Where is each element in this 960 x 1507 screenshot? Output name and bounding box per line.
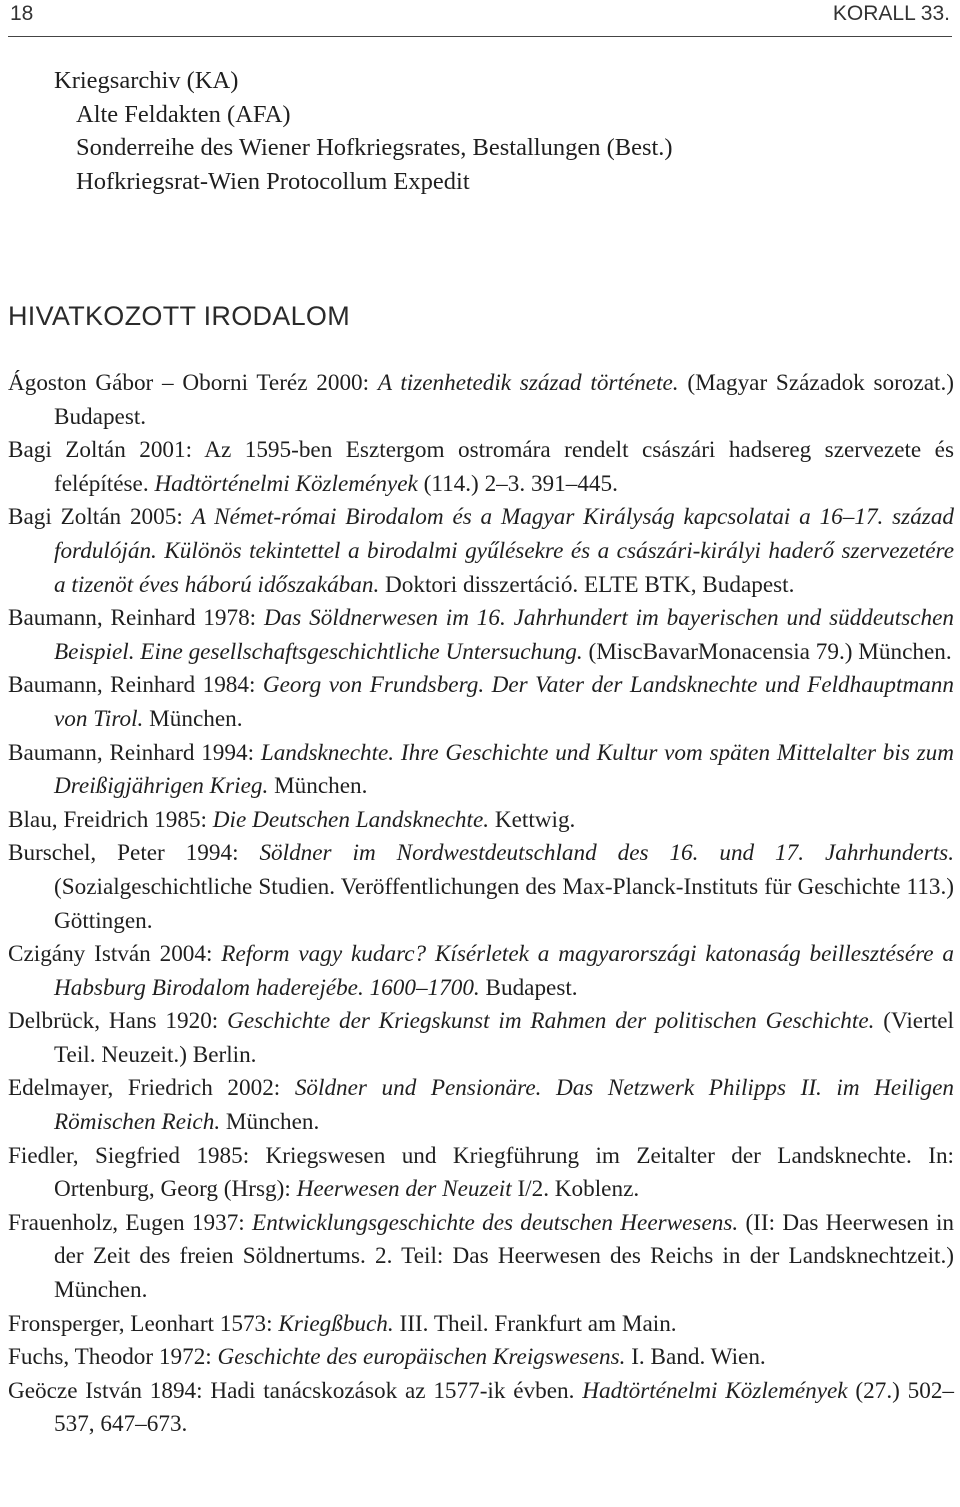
ref-author-year: Baumann, Reinhard 1978: [8,605,264,632]
reference-entry [8,434,954,501]
reference-entry [8,804,954,838]
ref-title: Geschichte des europäischen Kreigswesens. [217,1344,626,1371]
ref-title: Kriegßbuch. [278,1310,394,1337]
reference-entry [8,602,954,669]
reference-entry [8,1005,954,1072]
ref-title: Die Deutschen Landsknechte. [212,806,490,833]
ref-publication: I/2. Koblenz. [511,1176,640,1203]
ref-publication: Budapest. [479,974,578,1001]
ref-author-year: Fiedler, Siegfried 1985: Kriegswesen und Kriegführung im Zeitalter der Landsknechte. In: Ortenburg, Georg (Hrsg): [8,1142,954,1203]
ref-publication: (II: Das Heerwesen in der Zeit des freien Söldnertums. 2. Teil: Das Heerwesen des Reichs in der Landsknechtzeit.) München. [54,1209,955,1304]
reference-entry [8,1072,954,1139]
ref-author-year: Bagi Zoltán 2001: Az 1595-ben Esztergom ostromára rendelt császári hadsereg szervezete és felépítése. [8,437,954,497]
reference-entry [8,367,954,434]
ref-publication: Doktori disszertáció. ELTE BTK, Budapest. [379,571,795,598]
reference-entry [8,1207,954,1308]
ref-author-year: Ágoston Gábor – Oborni Teréz 2000: [8,370,378,396]
ref-publication: Kettwig. [489,806,576,833]
ref-author-year: Burschel, Peter 1994: [8,840,260,867]
ref-publication: (114.) 2–3. 391–445. [417,470,618,497]
ref-publication: (Magyar Századok sorozat.) Budapest. [54,370,954,430]
ref-author-year: Baumann, Reinhard 1984: [8,672,263,699]
ref-title: Landsknechte. Ihre Geschichte und Kultur vom späten Mittelalter bis zum Dreißigjährigen Krieg. [54,739,954,800]
reference-entry [8,1308,954,1342]
archive-line: Alte Feldakten (AFA) [76,100,291,128]
ref-author-year: Bagi Zoltán 2005: [8,504,192,531]
ref-author-year: Czigány István 2004: [8,941,222,968]
ref-publication: (Viertel Teil. Neuzeit.) Berlin. [54,1008,954,1068]
ref-title: A Német-római Birodalom és a Magyar Királyság kapcsolatai a 16–17. század fordulóján. Különös tekintettel a birodalmi gyűlésekre és a császári-királyi haderő szervezetére a tizenöt éves háború időszakában. [54,504,955,598]
archive-line: Kriegsarchiv (KA) [54,67,239,94]
reference-entry [8,1341,954,1375]
ref-author-year: Delbrück, Hans 1920: [8,1008,228,1035]
ref-publication: III. Theil. Frankfurt am Main. [393,1310,677,1337]
ref-author-year: Fuchs, Theodor 1972: [8,1344,218,1371]
ref-title: Heerwesen der Neuzeit [296,1176,512,1203]
ref-publication: (Sozialgeschichtliche Studien. Veröffentlichungen des Max-Planck-Instituts für Geschichte 113.) Göttingen. [54,873,954,934]
ref-title: Söldner im Nordwestdeutschland des 16. und 17. Jahrhunderts. [259,840,954,867]
ref-title: Söldner und Pensionäre. Das Netzwerk Philipps II. im Heiligen Römischen Reich. [54,1075,955,1136]
ref-title: Geschichte der Kriegskunst im Rahmen der politischen Geschichte. [227,1008,875,1035]
ref-author-year: Edelmayer, Friedrich 2002: [8,1075,295,1102]
reference-entry [8,737,954,804]
reference-entry [8,501,954,602]
ref-publication: München. [220,1109,320,1136]
archive-line: Sonderreihe des Wiener Hofkriegsrates, Bestallungen (Best.) [76,134,673,161]
archive-sources [54,64,673,198]
section-title: HIVATKOZOTT IRODALOM [8,301,351,331]
ref-title: Hadtörténelmi Közlemények [154,470,418,497]
ref-publication: München. [268,773,368,800]
ref-title: Hadtörténelmi Közlemények [582,1377,848,1404]
archive-line: Hofkriegsrat-Wien Protocollum Expedit [76,167,470,195]
ref-publication: (27.) 502–537, 647–673. [54,1377,955,1438]
ref-author-year: Baumann, Reinhard 1994: [8,739,261,766]
ref-publication: I. Band. Wien. [625,1344,766,1371]
ref-title: Georg von Frundsberg. Der Vater der Landsknechte und Feldhauptmann von Tirol. [54,672,954,732]
ref-title: Entwicklungsgeschichte des deutschen Heerwesens. [252,1209,739,1236]
ref-title: Reform vagy kudarc? Kísérletek a magyarországi katonaság beillesztésére a Habsburg Birodalom haderejébe. 1600–1700. [54,941,954,1001]
ref-publication: (MiscBavarMonacensia 79.) München. [582,638,952,665]
ref-publication: München. [143,705,243,732]
reference-entry [8,1375,954,1442]
ref-author-year: Geöcze István 1894: Hadi tanácskozások az 1577-ik évben. [8,1377,583,1404]
ref-author-year: Frauenholz, Eugen 1937: [8,1209,253,1236]
ref-author-year: Fronsperger, Leonhart 1573: [8,1310,279,1337]
ref-title: Das Söldnerwesen im 16. Jahrhundert im bayerischen und süddeutschen Beispiel. Eine gesellschaftsgeschichtliche Untersuchung. [54,605,954,665]
page-number: 18 [10,2,34,25]
running-title: KORALL 33. [832,2,950,25]
reference-list [8,367,954,1442]
reference-entry [8,938,954,1005]
ref-title: A tizenhetedik század története. [377,370,679,396]
reference-entry [8,837,954,938]
reference-entry [8,669,954,736]
page-header [8,0,952,37]
ref-author-year: Blau, Freidrich 1985: [8,806,213,833]
reference-entry [8,1140,954,1207]
